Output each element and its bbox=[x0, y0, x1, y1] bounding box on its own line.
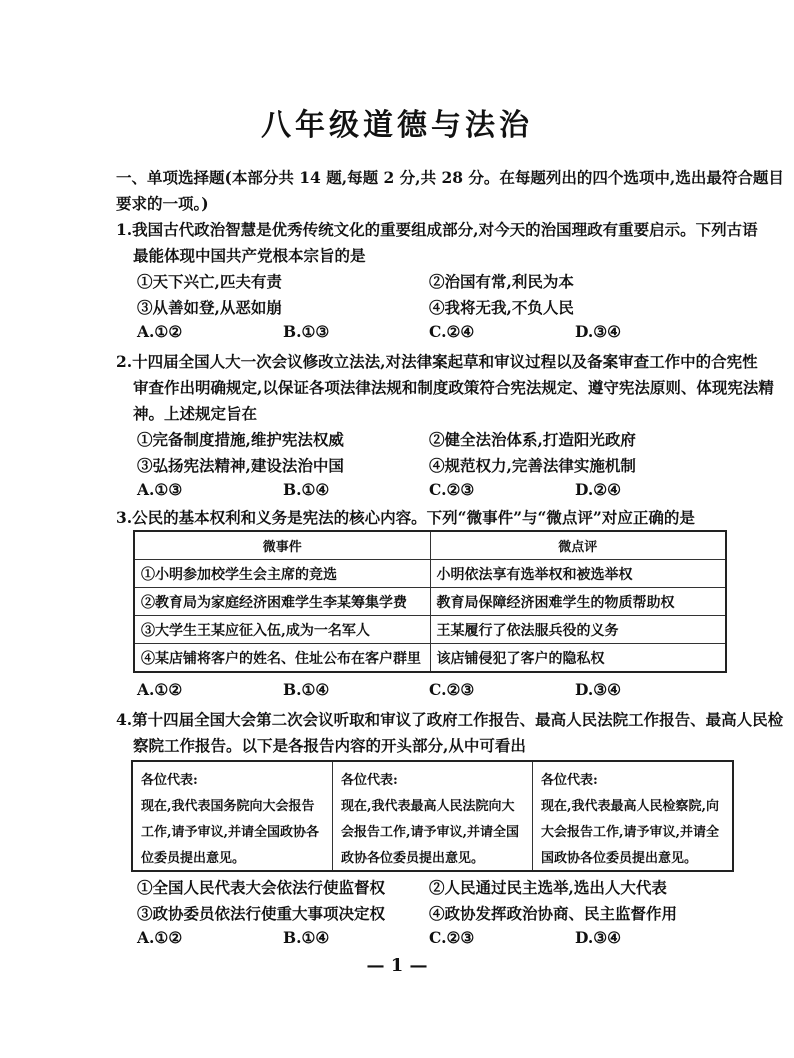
q3-stem-line1: 3.公民的基本权利和义务是宪法的核心内容。下列“微事件”与“微点评”对应正确的是 bbox=[116, 508, 695, 527]
q4-option-a: A.①② bbox=[137, 928, 183, 947]
report-greeting: 各位代表: bbox=[341, 773, 398, 788]
q1-statement-4: ④我将无我,不负人民 bbox=[429, 298, 574, 317]
q2-option-c: C.②③ bbox=[429, 480, 475, 499]
comment-cell: 王某履行了依法服兵役的义务 bbox=[430, 616, 726, 644]
report-body: 现在,我代表最高人民检察院,向大会报告工作,请予审议,并请全国政协各位委员提出意见。 bbox=[541, 799, 720, 866]
q2-option-a: A.①③ bbox=[137, 480, 183, 499]
report-greeting: 各位代表: bbox=[541, 773, 598, 788]
q4-statement-2: ②人民通过民主选举,选出人大代表 bbox=[429, 878, 667, 897]
q4-statement-1: ①全国人民代表大会依法行使监督权 bbox=[137, 878, 386, 897]
q4-option-c: C.②③ bbox=[429, 928, 475, 947]
q1-statement-1: ①天下兴亡,匹夫有责 bbox=[137, 272, 282, 291]
q3-option-c: C.②③ bbox=[429, 680, 475, 699]
table-header-row bbox=[134, 531, 726, 560]
q4-option-b: B.①④ bbox=[283, 928, 330, 947]
q2-statement-2: ②健全法治体系,打造阳光政府 bbox=[429, 430, 636, 449]
q2-stem-line3: 神。上述规定旨在 bbox=[133, 404, 258, 423]
event-cell: ①小明参加校学生会主席的竞选 bbox=[134, 560, 430, 588]
page-title: 八年级道德与法治 bbox=[261, 108, 533, 143]
q1-option-b: B.①③ bbox=[283, 322, 330, 341]
q4-stem-line2: 察院工作报告。以下是各报告内容的开头部分,从中可看出 bbox=[133, 736, 526, 755]
q2-option-b: B.①④ bbox=[283, 480, 330, 499]
table-row bbox=[134, 588, 726, 616]
q1-option-a: A.①② bbox=[137, 322, 183, 341]
q1-stem-line1: 1.我国古代政治智慧是优秀传统文化的重要组成部分,对今天的治国理政有重要启示。下列古语 bbox=[116, 220, 758, 239]
q1-statement-3: ③从善如登,从恶如崩 bbox=[137, 298, 282, 317]
q2-statement-4: ④规范权力,完善法律实施机制 bbox=[429, 456, 636, 475]
report-greeting: 各位代表: bbox=[141, 773, 198, 788]
q1-option-d: D.③④ bbox=[575, 322, 622, 341]
section-instruction-line1: 一、单项选择题(本部分共 14 题,每题 2 分,共 28 分。在每题列出的四个选项中,选出最符合题目 bbox=[116, 168, 784, 187]
q1-stem-line2: 最能体现中国共产党根本宗旨的是 bbox=[133, 246, 366, 265]
event-cell: ③大学生王某应征入伍,成为一名军人 bbox=[134, 616, 430, 644]
q2-option-d: D.②④ bbox=[575, 480, 622, 499]
event-cell: ②教育局为家庭经济困难学生李某筹集学费 bbox=[134, 588, 430, 616]
report-box-court bbox=[333, 762, 533, 870]
report-body: 现在,我代表最高人民法院向大会报告工作,请予审议,并请全国政协各位委员提出意见。 bbox=[341, 799, 520, 866]
report-box-government bbox=[133, 762, 333, 870]
q4-statement-3: ③政协委员依法行使重大事项决定权 bbox=[137, 904, 386, 923]
q4-option-d: D.③④ bbox=[575, 928, 622, 947]
q1-statement-2: ②治国有常,利民为本 bbox=[429, 272, 574, 291]
q2-stem-line1: 2.十四届全国人大一次会议修改立法法,对法律案起草和审议过程以及备案审查工作中的合宪性 bbox=[116, 352, 758, 371]
q4-report-boxes bbox=[131, 760, 734, 872]
section-instruction-line2: 要求的一项。) bbox=[116, 194, 209, 213]
q4-stem-line1: 4.第十四届全国大会第二次会议听取和审议了政府工作报告、最高人民法院工作报告、最高人民检 bbox=[116, 710, 784, 729]
table-row bbox=[134, 560, 726, 588]
q2-statement-1: ①完备制度措施,维护宪法权威 bbox=[137, 430, 344, 449]
report-box-procuratorate bbox=[533, 762, 732, 870]
q3-option-d: D.③④ bbox=[575, 680, 622, 699]
q2-stem-line2: 审查作出明确规定,以保证各项法律法规和制度政策符合宪法规定、遵守宪法原则、体现宪法精 bbox=[133, 378, 774, 397]
table-row bbox=[134, 616, 726, 644]
comment-cell: 小明依法享有选举权和被选举权 bbox=[430, 560, 726, 588]
event-cell: ④某店铺将客户的姓名、住址公布在客户群里 bbox=[134, 644, 430, 673]
comment-cell: 教育局保障经济困难学生的物质帮助权 bbox=[430, 588, 726, 616]
q3-table bbox=[133, 530, 727, 673]
report-body: 现在,我代表国务院向大会报告工作,请予审议,并请全国政协各位委员提出意见。 bbox=[141, 799, 320, 866]
q2-statement-3: ③弘扬宪法精神,建设法治中国 bbox=[137, 456, 344, 475]
q1-option-c: C.②④ bbox=[429, 322, 475, 341]
q3-option-a: A.①② bbox=[137, 680, 183, 699]
q4-statement-4: ④政协发挥政治协商、民主监督作用 bbox=[429, 904, 678, 923]
page-number: — 1 — bbox=[366, 955, 428, 976]
comment-cell: 该店铺侵犯了客户的隐私权 bbox=[430, 644, 726, 673]
column-header-comment: 微点评 bbox=[430, 531, 726, 560]
column-header-event: 微事件 bbox=[134, 531, 430, 560]
table-row bbox=[134, 644, 726, 673]
q3-option-b: B.①④ bbox=[283, 680, 330, 699]
